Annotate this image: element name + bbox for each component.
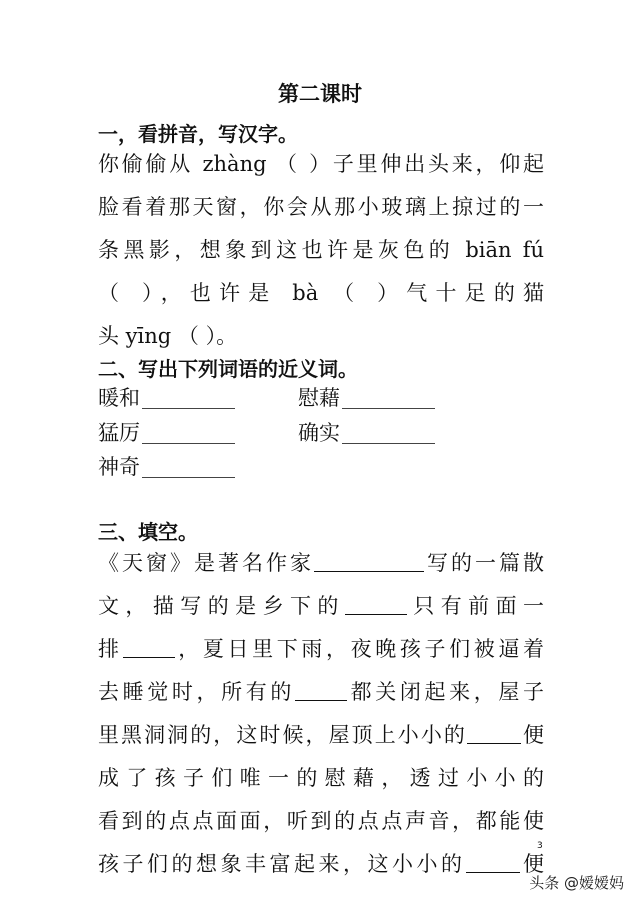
section-1-line: 头 yīng （ ）。 xyxy=(98,324,238,348)
synonym-item xyxy=(98,452,235,482)
fill-line: 成了孩子们唯一的慰藉，透过小小的 xyxy=(98,766,544,790)
section-1-heading: 一，看拼音，写汉字。 xyxy=(98,122,298,146)
fill-blank[interactable] xyxy=(295,678,347,701)
synonym-item xyxy=(298,418,435,448)
answer-blank[interactable] xyxy=(142,388,235,409)
section-1-line: 条黑影，想象到这也许是灰色的 biān fú xyxy=(98,238,544,262)
watermark: 头条 @嫒嫒妈 xyxy=(529,874,624,892)
synonym-word: 神奇 xyxy=(98,455,140,479)
section-1-body xyxy=(98,143,544,358)
fill-line: 文，描写的是乡下的 只有前面一 xyxy=(98,594,545,618)
answer-blank[interactable] xyxy=(142,423,235,444)
fill-blank[interactable] xyxy=(314,549,424,572)
synonym-item xyxy=(298,383,435,413)
section-3-heading: 三、填空。 xyxy=(98,520,198,544)
section-2-heading: 二、写出下列词语的近义词。 xyxy=(98,357,358,381)
fill-blank[interactable] xyxy=(345,592,407,615)
fill-line: 去睡觉时，所有的 都关闭起来，屋子 xyxy=(98,680,544,704)
fill-line: 孩子们的想象丰富起来，这小小的 便 xyxy=(98,852,544,876)
fill-line: 看到的点点面面，听到的点点声音，都能使 xyxy=(98,809,544,833)
section-1-line: 你偷偷从 zhàng （ ）子里伸出头来，仰起 xyxy=(98,152,544,176)
fill-blank[interactable] xyxy=(467,721,521,744)
page-number: 3 xyxy=(537,841,543,851)
synonym-item xyxy=(98,418,235,448)
section-1-line: 脸看着那天窗，你会从那小玻璃上掠过的一 xyxy=(98,195,544,219)
synonym-item xyxy=(98,383,235,413)
synonym-word: 慰藉 xyxy=(298,386,340,410)
fill-line: 排 ，夏日里下雨，夜晚孩子们被逼着 xyxy=(98,637,544,661)
synonym-word: 暖和 xyxy=(98,386,140,410)
fill-blank[interactable] xyxy=(123,635,175,658)
page-title: 第二课时 xyxy=(278,82,362,106)
answer-blank[interactable] xyxy=(342,388,435,409)
fill-blank[interactable] xyxy=(466,850,520,873)
fill-line: 里黑洞洞的，这时候，屋顶上小小的 便 xyxy=(98,723,545,747)
section-3-body xyxy=(98,542,544,886)
fill-line: 《天窗》是著名作家 写的一篇散 xyxy=(98,551,544,575)
section-1-line: （ ），也许是 bà （ ）气十足的猫 xyxy=(98,281,544,305)
synonym-word: 猛厉 xyxy=(98,421,140,445)
answer-blank[interactable] xyxy=(342,423,435,444)
answer-blank[interactable] xyxy=(142,457,235,478)
synonym-word: 确实 xyxy=(298,421,340,445)
